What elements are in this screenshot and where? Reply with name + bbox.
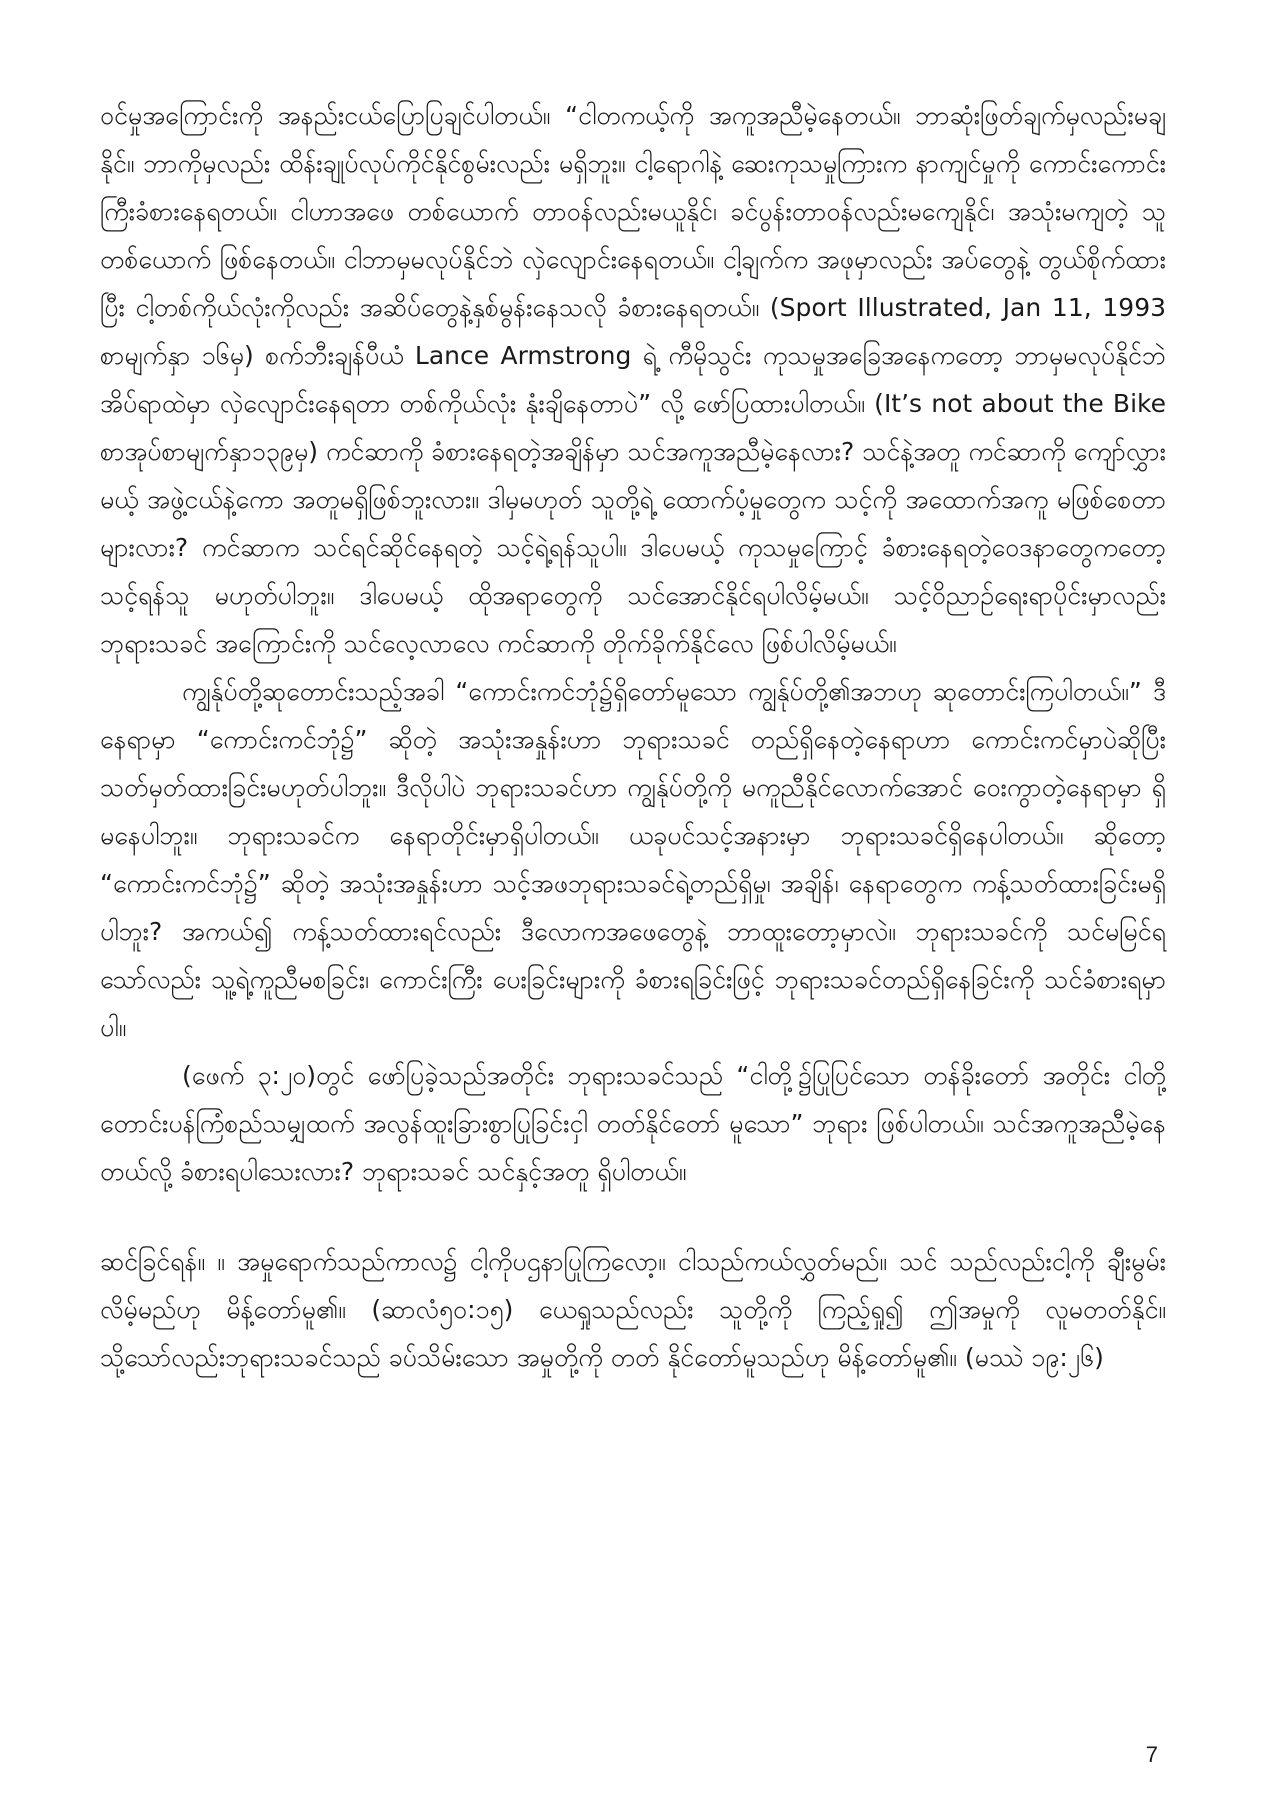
reflection-paragraph: ဆင်ခြင်ရန်။ ။ အမှုရောက်သည်ကာလ၌ ငါ့ကိုပဌနာပြုကြလော့။ ငါသည်ကယ်လွှတ်မည်။ သင် သည်လည်းငါ့ကို ချီးမွမ်းလိမ့်မည်ဟု မိန့်တော်မူ၏။ (ဆာလံ၅၀:၁၅) ယေရှုသည်လည်း သူတို့ကို ကြည့်ရှု၍ ဤအမှုကို လူမတတ်နိုင်။ သို့သော်လည်းဘုရားသခင်သည် ခပ်သိမ်းသော အမှုတို့ကို တတ် နိုင်တော်မူသည်ဟု မိန့်တော်မူ၏။ (မဿဲ ၁၉:၂၆) [100, 1247, 1166, 1372]
body-paragraph: (ဖေက် ၃:၂၀)တွင် ဖော်ပြခဲ့သည်အတိုင်း ဘုရားသခင်သည် “ငါတို့၌ပြုပြင်သော တန်ခိုးတော် အတိုင်း ငါတို့တောင်းပန်ကြံစည်သမျှထက် အလွန်ထူးခြားစွာပြုခြင်းငှါ တတ်နိုင်တော် မူသော” ဘုရား ဖြစ်ပါတယ်။ သင်အကူအညီမဲ့နေတယ်လို့ ခံစားရပါသေးလား? ဘုရားသခင် သင်နှင့်အတူ ရှိပါတယ်။ [100, 1061, 1166, 1186]
page-number: 7 [1145, 1742, 1158, 1767]
section-spacer [100, 1196, 1166, 1238]
body-paragraph: ကျွန်ုပ်တို့ဆုတောင်းသည့်အခါ “ကောင်းကင်ဘုံ၌ရှိတော်မူသော ကျွန်ုပ်တို့၏အဘဟု ဆုတောင်းကြပါတယ်။” ဒီနေရာမှာ “ကောင်းကင်ဘုံ၌” ဆိုတဲ့ အသုံးအနှုန်းဟာ ဘုရားသခင် တည်ရှိနေတဲ့နေရာဟာ ကောင်းကင်မှာပဲဆိုပြီး သတ်မှတ်ထားခြင်းမဟုတ်ပါဘူး။ ဒီလိုပါပဲ ဘုရားသခင်ဟာ ကျွန်ုပ်တို့ကို မကူညီနိုင်လောက်အောင် ဝေးကွာတဲ့နေရာမှာ ရှိမနေပါဘူး။ ဘုရားသခင်က နေရာတိုင်းမှာရှိပါတယ်။ ယခုပင်သင့်အနားမှာ ဘုရားသခင်ရှိနေပါတယ်။ ဆိုတော့ “ကောင်းကင်ဘုံ၌” ဆိုတဲ့ အသုံးအနှုန်းဟာ သင့်အဖဘုရားသခင်ရဲ့တည်ရှိမှု၊ အချိန်၊ နေရာတွေက ကန့်သတ်ထားခြင်းမရှိပါဘူး? အကယ်၍ ကန့်သတ်ထားရင်လည်း ဒီလောကအဖေတွေနဲ့ ဘာထူးတော့မှာလဲ။ ဘုရားသခင်ကို သင်မမြင်ရသော်လည်း သူ့ရဲ့ကူညီမစခြင်း၊ ကောင်းကြီး ပေးခြင်းများကို ခံစားရခြင်းဖြင့် ဘုရားသခင်တည်ရှိနေခြင်းကို သင်ခံစားရမှာပါ။ [100, 677, 1166, 1042]
page-body [100, 92, 1166, 1382]
body-paragraph: ဝင်မှုအကြောင်းကို အနည်းငယ်ပြောပြချင်ပါတယ်။ “ငါတကယ့်ကို အကူအညီမဲ့နေတယ်။ ဘာဆုံးဖြတ်ချက်မှလည်းမချနိုင်။ ဘာကိုမှလည်း ထိန်းချုပ်လုပ်ကိုင်နိုင်စွမ်းလည်း မရှိဘူး။ ငါ့ရောဂါနဲ့ ဆေးကုသမှုကြားက နာကျင်မှုကို ကောင်းကောင်းကြီးခံစားနေရတယ်။ ငါဟာအဖေ တစ်ယောက် တာဝန်လည်းမယူနိုင်၊ ခင်ပွန်းတာဝန်လည်းမကျေနိုင်၊ အသုံးမကျတဲ့ သူတစ်ယောက် ဖြစ်နေတယ်။ ငါဘာမှမလုပ်နိုင်ဘဲ လှဲလျောင်းနေရတယ်။ ငါ့ချက်က အဖုမှာလည်း အပ်တွေနဲ့ တွယ်စိုက်ထားပြီး ငါ့တစ်ကိုယ်လုံးကိုလည်း အဆိပ်တွေနဲ့နှစ်မွန်းနေသလို ခံစားနေရတယ်။ (Sport Illustrated, Jan 11, 1993 စာမျက်နှာ ၁၆မှ) စက်ဘီးချန်ပီယံ Lance Armstrong ရဲ့ ကီမိုသွင်း ကုသမှုအခြေအနေကတော့ ဘာမှမလုပ်နိုင်ဘဲ အိပ်ရာထဲမှာ လှဲလျောင်းနေရတာ တစ်ကိုယ်လုံး နုံးချိနေတာပဲ” လို့ ဖော်ပြထားပါတယ်။ (It’s not about the Bike စာအုပ်စာမျက်နှာ၁၃၉မှ) ကင်ဆာကို ခံစားနေရတဲ့အချိန်မှာ သင်အကူအညီမဲ့နေလား? သင်နဲ့အတူ ကင်ဆာကို ကျော်လွှားမယ့် အဖွဲ့ငယ်နဲ့ကော အတူမရှိဖြစ်ဘူးလား။ ဒါမှမဟုတ် သူတို့ရဲ့ ထောက်ပံ့မှုတွေက သင့်ကို အထောက်အကူ မဖြစ်စေတာများလား? ကင်ဆာက သင်ရင်ဆိုင်နေရတဲ့ သင့်ရဲ့ရန်သူပါ။ ဒါပေမယ့် ကုသမှုကြောင့် ခံစားနေရတဲ့ဝေဒနာတွေကတော့ သင့်ရန်သူ မဟုတ်ပါဘူး။ ဒါပေမယ့် ထိုအရာတွေကို သင်အောင်နိုင်ရပါလိမ့်မယ်။ သင့်ဝိညာဉ်ရေးရာပိုင်းမှာလည်း ဘုရားသခင် အကြောင်းကို သင်လေ့လာလေ ကင်ဆာကို တိုက်ခိုက်နိုင်လေ ဖြစ်ပါလိမ့်မယ်။ [100, 101, 1166, 658]
